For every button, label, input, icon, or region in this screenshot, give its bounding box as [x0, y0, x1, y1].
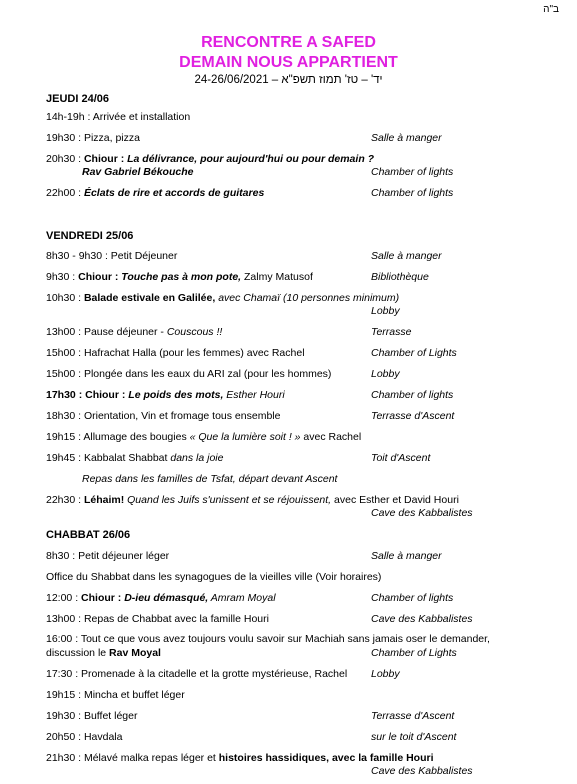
- day-heading-jeudi: JEUDI 24/06: [46, 93, 109, 105]
- row-text: [46, 494, 459, 507]
- row-location: Lobby: [371, 668, 400, 680]
- row-text: [46, 292, 399, 305]
- row-text: Office du Shabbat dans les synagogues de la vieilles ville (Voir horaires): [46, 571, 382, 583]
- row-time: 22h30 :: [46, 494, 84, 506]
- event-title: histoires hassidiques, avec la famille Houri: [218, 752, 434, 764]
- row-location: Salle à manger: [371, 550, 442, 562]
- event-subtitle: Quand les Juifs s'unissent et se réjouissent,: [124, 494, 332, 506]
- row-italic: dans la joie: [170, 452, 224, 464]
- row-text: 19h30 : Pizza, pizza: [46, 132, 140, 144]
- row-location: Lobby: [371, 368, 400, 380]
- menu-note: Couscous !!: [166, 326, 223, 338]
- row-location: Chamber of Lights: [371, 647, 457, 659]
- chiour-title: La délivrance, pour aujourd'hui ou pour demain ?: [127, 153, 375, 165]
- row-main: 19h15 : Allumage des bougies: [46, 431, 190, 443]
- row-location: Chamber of lights: [371, 166, 454, 178]
- row-main: 13h00 : Pause déjeuner -: [46, 326, 167, 338]
- row-main: 21h30 : Mélavé malka repas léger et: [46, 752, 219, 764]
- chiour-label: Chiour :: [85, 389, 129, 401]
- row-location: Salle à manger: [371, 250, 442, 262]
- title-line-1: RENCONTRE A SAFED: [201, 34, 376, 51]
- chiour-label: Chiour :: [78, 271, 122, 283]
- row-location: Salle à manger: [371, 132, 442, 144]
- row-location: Toit d'Ascent: [371, 452, 431, 464]
- speaker-name: Amram Moyal: [208, 592, 276, 604]
- row-main: 19h45 : Kabbalat Shabbat: [46, 452, 171, 464]
- row-rest: avec Esther et David Houri: [331, 494, 459, 506]
- row-text: [46, 389, 285, 402]
- event-guide: avec Chamaï: [215, 292, 281, 304]
- row-text: 14h-19h : Arrivée et installation: [46, 111, 191, 123]
- row-location: Cave des Kabbalistes: [371, 507, 473, 519]
- chiour-title: Touche pas à mon pote,: [121, 271, 242, 283]
- row-text: [46, 752, 434, 765]
- row-text: [46, 431, 361, 444]
- day-heading-vendredi: VENDREDI 25/06: [46, 230, 134, 242]
- chiour-label: Chiour :: [83, 153, 128, 165]
- date-line: 24-26/06/2021 – יד' – טז' תמוז תשפ"א: [194, 74, 383, 86]
- chiour-title: D-ieu démasqué,: [124, 592, 209, 604]
- row-time: 9h30 :: [46, 271, 79, 283]
- row-location: Chamber of lights: [371, 592, 454, 604]
- row-text: 8h30 : Petit déjeuner léger: [46, 550, 170, 562]
- row-time: 20h30 :: [46, 153, 84, 165]
- row-text: 8h30 - 9h30 : Petit Déjeuner: [46, 250, 178, 262]
- row-text: Repas dans les familles de Tsfat, départ devant Ascent: [82, 473, 338, 485]
- row-location: Terrasse d'Ascent: [371, 410, 455, 422]
- row-text: [46, 592, 276, 605]
- row-location: Cave des Kabbalistes: [371, 613, 473, 625]
- speaker-name: Rav Gabriel Békouche: [82, 166, 194, 178]
- row-text: [46, 271, 313, 284]
- row-text: 18h30 : Orientation, Vin et fromage tous ensemble: [46, 410, 281, 422]
- row-location: Chamber of Lights: [371, 347, 457, 359]
- row-location: Terrasse d'Ascent: [371, 710, 455, 722]
- row-text: 20h50 : Havdala: [46, 731, 123, 743]
- row-text: 15h00 : Plongée dans les eaux du ARI zal (pour les hommes): [46, 368, 332, 380]
- row-location: Chamber of lights: [371, 187, 454, 199]
- row-location: Cave des Kabbalistes: [371, 765, 473, 777]
- row-text: [46, 187, 264, 200]
- speaker-name: Zalmy Matusof: [241, 271, 313, 283]
- row-text: 13h00 : Repas de Chabbat avec la famille Houri: [46, 613, 269, 625]
- event-title: Balade estivale en Galilée,: [83, 292, 216, 304]
- row-location: Terrasse: [371, 326, 412, 338]
- row-text: 17:30 : Promenade à la citadelle et la grotte mystérieuse, Rachel: [46, 668, 348, 680]
- row-text: [46, 326, 222, 339]
- row-time: 17h30 :: [46, 389, 86, 401]
- chiour-title: Le poids des mots,: [128, 389, 224, 401]
- row-text: 19h30 : Buffet léger: [46, 710, 138, 722]
- title-line-2: DEMAIN NOUS APPARTIENT: [179, 54, 398, 71]
- row-text: 19h15 : Mincha et buffet léger: [46, 689, 185, 701]
- row-location: Bibliothèque: [371, 271, 429, 283]
- row-time: 22h00 :: [46, 187, 84, 199]
- speaker-name: Esther Houri: [223, 389, 285, 401]
- row-text: [46, 452, 223, 465]
- event-title: Léhaim!: [83, 494, 125, 506]
- speaker-name: Rav Moyal: [109, 647, 161, 659]
- row-text: 16:00 : Tout ce que vous avez toujours voulu savoir sur Machiah sans jamais oser le demander,: [46, 633, 490, 645]
- quote: « Que la lumière soit ! »: [189, 431, 301, 443]
- row-time: 10h30 :: [46, 292, 84, 304]
- row-main: discussion le: [46, 647, 110, 659]
- event-note: (10 personnes minimum): [280, 292, 400, 304]
- row-text: [46, 153, 374, 166]
- row-text: 15h00 : Hafrachat Halla (pour les femmes) avec Rachel: [46, 347, 305, 359]
- row-rest: avec Rachel: [300, 431, 362, 443]
- day-heading-chabbat: CHABBAT 26/06: [46, 529, 131, 541]
- row-location: sur le toit d'Ascent: [371, 731, 457, 743]
- row-text: [46, 647, 161, 660]
- bh-mark: ב"ה: [543, 4, 559, 15]
- row-location: Chamber of lights: [371, 389, 454, 401]
- row-location: Lobby: [371, 305, 400, 317]
- chiour-label: Chiour :: [81, 592, 125, 604]
- row-time: 12:00 :: [46, 592, 82, 604]
- event-title: Éclats de rire et accords de guitares: [83, 187, 265, 199]
